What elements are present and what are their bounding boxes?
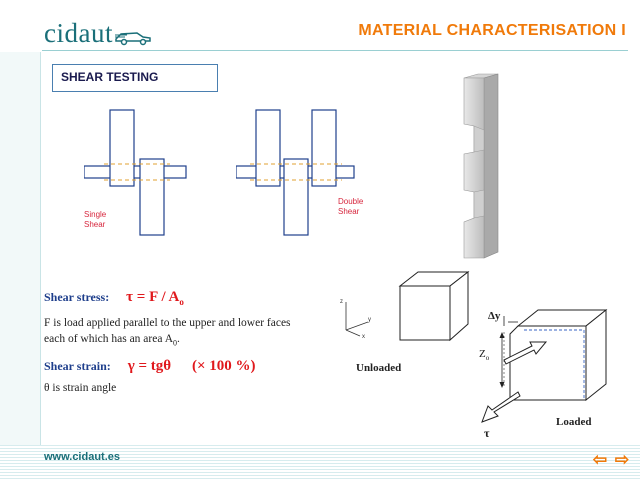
delta-y-label: Δy [488, 310, 501, 322]
header-rule [42, 50, 628, 51]
unloaded-cube [396, 268, 476, 348]
shear-stress-formula-sub: o [179, 297, 184, 308]
svg-text:y: y [368, 317, 371, 323]
single-shear-label: Single Shear [84, 210, 107, 229]
footer-url-link[interactable]: www.cidaut.es [44, 451, 121, 463]
left-divider [40, 52, 41, 446]
z0-label: $Z_o$ [479, 348, 490, 363]
double-shear-plate-right [312, 110, 336, 186]
shear-strain-row [44, 357, 256, 375]
shear-stress-row [44, 288, 184, 307]
svg-text:z: z [340, 299, 343, 305]
axes-icon [336, 294, 376, 340]
single-shear-plate-top [110, 110, 134, 186]
cidaut-logo-text: cidaut [44, 18, 113, 48]
double-shear-plate-left [256, 110, 280, 186]
shear-stress-body-line2: each of which has an area $A_0$. [44, 333, 180, 348]
shear-stress-formula: τ = F / A [126, 289, 180, 305]
left-band [0, 52, 40, 446]
svg-text:x: x [362, 334, 365, 340]
shear-stress-heading: Shear stress: [44, 290, 110, 304]
arrow-left-icon[interactable]: ⇦ [592, 450, 608, 469]
shear-strain-heading: Shear strain: [44, 359, 111, 373]
double-shear-label: Double Shear [338, 197, 364, 216]
shear-stress-description [44, 315, 291, 351]
loaded-caption: Loaded [556, 416, 592, 428]
double-shear-plate-middle [284, 159, 308, 235]
loaded-cube [474, 308, 614, 428]
shear-specimen-3d [452, 72, 512, 262]
unloaded-caption: Unloaded [356, 362, 402, 374]
shear-strain-percent: (× 100 %) [191, 358, 256, 374]
tau-label: τ [484, 426, 490, 440]
shear-strain-formula: γ = tgθ [127, 358, 172, 374]
single-shear-bar [84, 166, 186, 178]
strain-angle-note: θ is strain angle [44, 382, 117, 394]
double-shear-diagram [236, 108, 356, 238]
shear-stress-body-line1: F is load applied parallel to the upper and lower faces [44, 317, 291, 329]
slide-title: MATERIAL CHARACTERISATION I [358, 22, 626, 39]
single-shear-plate-bottom [140, 159, 164, 235]
section-title: SHEAR TESTING [61, 70, 159, 84]
arrow-right-icon[interactable]: ⇨ [614, 450, 630, 469]
car-icon [113, 26, 153, 46]
